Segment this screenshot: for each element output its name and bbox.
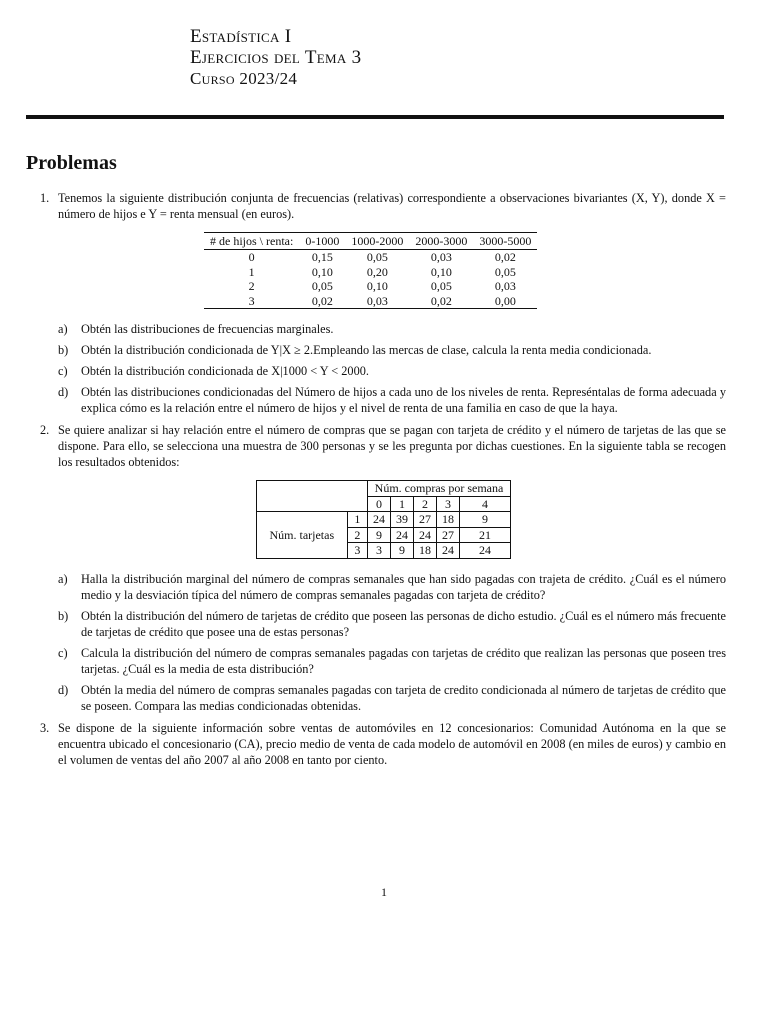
table-cell: 3	[368, 543, 391, 559]
academic-year: Curso 2023/24	[190, 69, 298, 88]
table-cell: 24	[460, 543, 511, 559]
sub-question	[58, 682, 726, 714]
table-cell: 18	[414, 543, 437, 559]
table-cell: 39	[391, 512, 414, 528]
section-title: Problemas	[26, 152, 117, 174]
row-header: 2	[347, 527, 367, 543]
table-cell: 0,02	[494, 250, 516, 264]
sub-question-label: a)	[58, 322, 68, 336]
column-header: 3	[437, 496, 460, 512]
page-number: 1	[381, 885, 387, 899]
sub-question-text: Obtén la distribución condicionada de Y|X ≥ 2.Empleando las mercas de clase, calcula la renta media condicionada.	[81, 343, 652, 357]
sub-question-list	[58, 571, 726, 714]
table-header: 0-1000	[299, 233, 345, 250]
table-row	[204, 294, 537, 309]
problem-1	[26, 190, 726, 416]
table-cell: 0,10	[430, 264, 452, 279]
sub-question-label: d)	[58, 385, 69, 399]
sub-question	[58, 571, 726, 603]
sub-question-label: c)	[58, 645, 68, 660]
table-header: 3000-5000	[473, 233, 537, 250]
joint-frequency-table	[204, 232, 537, 309]
sub-question-text: Obtén la distribución del número de tarjetas de crédito que poseen las personas de dicho estudio. ¿Cuál es el número más frecuente de tarjetas de crédito que posee una de estas personas?	[81, 608, 726, 639]
sub-question-label: b)	[58, 343, 69, 357]
table-row	[204, 279, 537, 294]
table-header-row	[257, 481, 511, 497]
sub-question-list	[58, 321, 726, 416]
column-header: 4	[460, 496, 511, 512]
sub-question-text: Obtén la media del número de compras semanales pagadas con tarjeta de credito condicionada al número de tarjetas de crédito que se poseen. Compara las medias condicionadas obtenidas.	[81, 682, 726, 713]
column-header: 2	[414, 496, 437, 512]
problem-number: 1.	[40, 191, 50, 205]
sub-question	[58, 384, 726, 416]
column-group-title: Núm. compras por semana	[368, 481, 511, 497]
table-cell: 0,03	[494, 279, 516, 293]
sub-question	[58, 608, 726, 640]
column-header: 0	[368, 496, 391, 512]
table-cell: 0,10	[311, 264, 333, 279]
row-header: 3	[347, 543, 367, 559]
contingency-table	[256, 480, 511, 559]
table-cell: 24	[368, 512, 391, 528]
problem-intro: Tenemos la siguiente distribución conjunta de frecuencias (relativas) correspondiente a observaciones bivariantes (X, Y), donde X = número de hijos e Y = renta mensual (en euros).	[58, 191, 726, 221]
problem-3	[26, 720, 726, 768]
table-cell: 27	[437, 527, 460, 543]
sub-question	[58, 363, 726, 379]
table-cell: 0,03	[345, 294, 409, 309]
table-cell: 0	[248, 250, 255, 264]
table-corner-cell	[257, 481, 368, 512]
table-cell: 2	[248, 279, 255, 293]
table-cell: 9	[368, 527, 391, 543]
table-cell: 0,05	[311, 279, 333, 293]
course-title: Estadística I	[190, 26, 292, 47]
sub-question-text: Obtén las distribuciones condicionadas del Número de hijos a cada uno de los niveles de renta. Represéntalas de forma adecuada y explica cómo es la relación entre el número de hijos y el nivel de renta de una familia en caso de que la haya.	[81, 385, 726, 415]
column-header: 1	[391, 496, 414, 512]
table-cell: 0,02	[299, 294, 345, 309]
table-cell: 0,20	[366, 264, 388, 279]
table-header-row	[204, 233, 537, 250]
sub-question-label: d)	[58, 682, 69, 697]
table-cell: 24	[437, 543, 460, 559]
table-header: 2000-3000	[409, 233, 473, 250]
sub-question	[58, 645, 726, 677]
table-cell: 18	[437, 512, 460, 528]
sub-question-text: Calcula la distribución del número de compras semanales pagadas con tarjetas de crédito que realizan las personas que poseen tres tarjetas. ¿Cuál es la media de esta distribución?	[81, 645, 726, 676]
exercise-set-title: Ejercicios del Tema 3	[190, 47, 362, 68]
table-row	[204, 265, 537, 280]
table-cell: 9	[391, 543, 414, 559]
table-cell: 0,05	[494, 264, 516, 279]
sub-question-label: a)	[58, 571, 68, 586]
sub-question-text: Halla la distribución marginal del número de compras semanales que han sido pagadas con trajeta de crédito. ¿Cuál es el número medio y la desviación típica del número de compras semanales pagadas con tarjeta de crédito?	[81, 571, 726, 602]
sub-question-label: b)	[58, 608, 69, 623]
table-cell: 9	[460, 512, 511, 528]
table-row	[204, 250, 537, 265]
table-cell: 0,05	[366, 250, 388, 264]
sub-question-text: Obtén la distribución condicionada de X|1000 < Y < 2000.	[81, 364, 369, 378]
table-cell: 1	[248, 264, 255, 279]
table-cell: 0,02	[409, 294, 473, 309]
table-cell: 0,15	[311, 250, 333, 264]
table-cell: 0,00	[473, 294, 537, 309]
header-rule	[26, 115, 724, 119]
table-header: 1000-2000	[345, 233, 409, 250]
table-cell: 21	[460, 527, 511, 543]
table-cell: 3	[204, 294, 299, 309]
table-cell: 0,05	[430, 279, 452, 293]
problem-2	[26, 422, 726, 714]
sub-question	[58, 321, 726, 337]
sub-question-text: Obtén las distribuciones de frecuencias marginales.	[81, 322, 334, 336]
row-header: 1	[347, 512, 367, 528]
table-cell: 0,03	[430, 250, 452, 264]
problem-intro: Se quiere analizar si hay relación entre el número de compras que se pagan con tarjeta de crédito y el número de tarjetas de las que se dispone. Para ello, se selecciona una muestra de 300 personas y se les pregunta por dichas cuestiones. En la siguiente tabla se recogen los resultados obtenidos:	[58, 423, 726, 469]
document-header	[190, 26, 361, 89]
table-header: # de hijos \ renta:	[204, 233, 299, 250]
problem-intro: Se dispone de la siguiente información sobre ventas de automóviles en 12 concesionarios: Comunidad Autónoma en la que se encuentra ubicado el concesionario (CA), precio medio de venta de cada modelo de automóvil en 2008 (en miles de euros) y cambio en el volumen de ventas del año 2007 al año 2008 en tanto por ciento.	[58, 720, 726, 767]
problem-list	[26, 190, 726, 768]
sub-question	[58, 342, 726, 358]
table-row	[257, 512, 511, 528]
problem-number: 2.	[40, 423, 50, 437]
table-cell: 27	[414, 512, 437, 528]
problem-number: 3.	[40, 720, 50, 735]
row-group-title: Núm. tarjetas	[257, 512, 348, 559]
table-cell: 0,10	[366, 279, 388, 293]
sub-question-label: c)	[58, 364, 68, 378]
table-cell: 24	[391, 527, 414, 543]
table-cell: 24	[414, 527, 437, 543]
